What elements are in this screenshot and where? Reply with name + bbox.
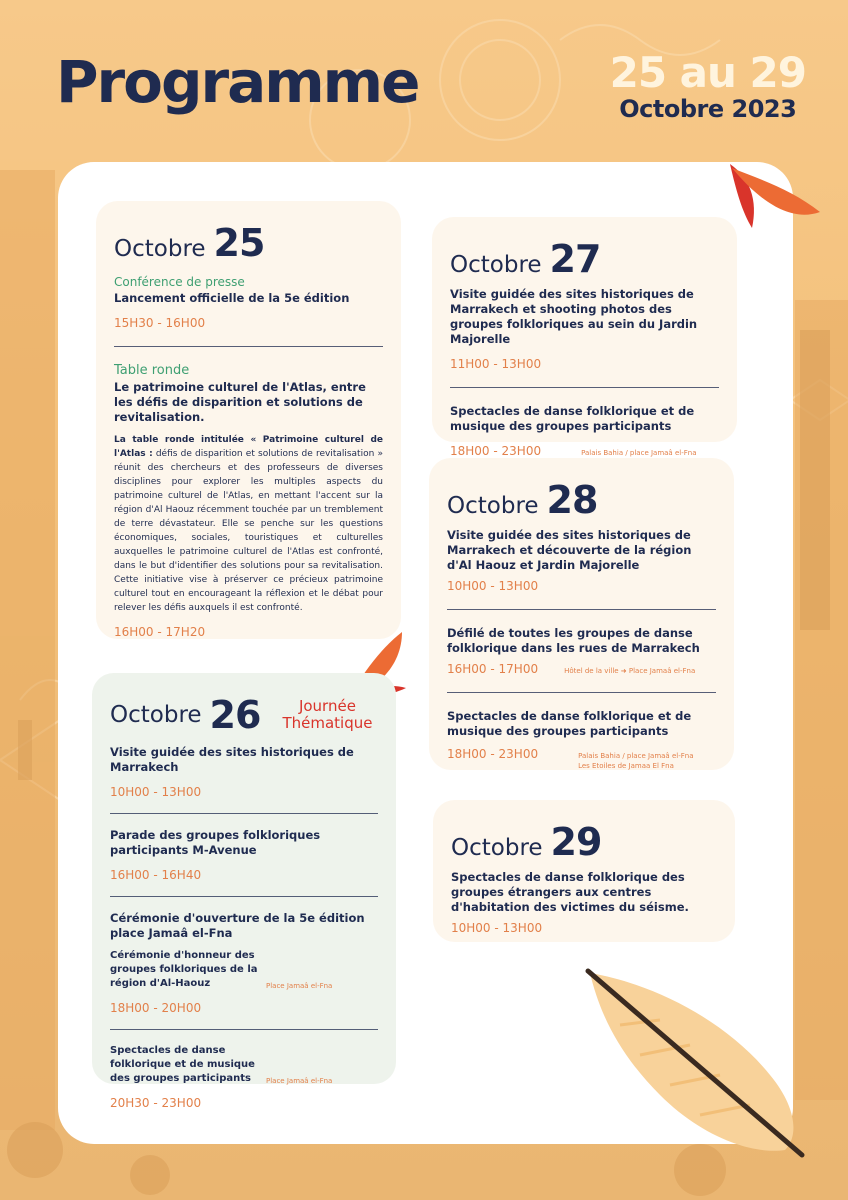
time-venue-row bbox=[450, 434, 719, 458]
day-card-27 bbox=[432, 217, 737, 458]
header-dates bbox=[610, 50, 806, 122]
day-number: 25 bbox=[213, 221, 265, 265]
month-label: Octobre bbox=[451, 835, 543, 861]
time-venue-row bbox=[447, 656, 716, 676]
date-heading bbox=[447, 478, 716, 522]
date-heading bbox=[110, 693, 378, 737]
thematic-day-badge bbox=[282, 698, 372, 732]
month-label: Octobre bbox=[110, 702, 202, 728]
event-time: 16H00 - 17H20 bbox=[114, 625, 206, 639]
event-title: Spectacles de danse folklorique des groupes étrangers aux centres d'habitation des victimes du séisme. bbox=[451, 870, 689, 914]
event-time: 18H00 - 20H00 bbox=[110, 1001, 202, 1015]
thematic-line-2: Thématique bbox=[282, 714, 373, 732]
page-title: Programme bbox=[56, 48, 419, 116]
date-heading bbox=[450, 237, 719, 281]
event-time: 18H00 - 23H00 bbox=[447, 747, 539, 761]
event-time: 15H30 - 16H00 bbox=[114, 316, 206, 330]
event-sub-row bbox=[110, 1044, 378, 1086]
event-title: Visite guidée des sites historiques de Marrakech et shooting photos des groupes folkloriques au sein du Jardin Majorelle bbox=[450, 287, 698, 346]
divider bbox=[110, 896, 378, 897]
day-card-28 bbox=[429, 458, 734, 770]
event-title: Cérémonie d'ouverture de la 5e édition place Jamaâ el-Fna bbox=[110, 911, 365, 940]
event-title: Spectacles de danse folklorique et de musique des groupes participants bbox=[110, 1045, 255, 1084]
event-description-lead: La table ronde intitulée « Patrimoine culturel de l'Atlas : bbox=[114, 435, 383, 459]
event-title: Visite guidée des sites historiques de Marrakech et découverte de la région d'Al Haouz et Jardin Majorelle bbox=[447, 528, 692, 572]
event-time: 10H00 - 13H00 bbox=[110, 785, 202, 799]
event-subtitle: Cérémonie d'honneur des groupes folkloriques de la région d'Al-Haouz bbox=[110, 950, 258, 989]
date-heading bbox=[114, 221, 383, 265]
event-venue: Palais Bahia / place Jamaâ el-Fna bbox=[581, 449, 697, 457]
event-sub-row bbox=[110, 949, 378, 991]
event-time: 10H00 - 13H00 bbox=[447, 579, 539, 593]
event-time: 20H30 - 23H00 bbox=[110, 1096, 202, 1110]
event-time: 16H00 - 16H40 bbox=[110, 868, 202, 882]
divider bbox=[110, 1029, 378, 1030]
event-title: Spectacles de danse folklorique et de musique des groupes participants bbox=[447, 709, 692, 738]
event-time: 18H00 - 23H00 bbox=[450, 444, 542, 458]
event-time: 16H00 - 17H00 bbox=[447, 662, 539, 676]
divider bbox=[447, 609, 716, 610]
event-venue: Les Etoiles de Jamaa El Fna bbox=[578, 762, 674, 770]
divider bbox=[450, 387, 719, 388]
leaf-decoration bbox=[580, 965, 810, 1165]
date-heading bbox=[451, 820, 717, 864]
event-title: Lancement officielle de la 5e édition bbox=[114, 291, 350, 305]
event-venues bbox=[578, 751, 693, 771]
date-range: 25 au 29 bbox=[609, 48, 806, 97]
day-number: 27 bbox=[549, 237, 601, 281]
day-number: 26 bbox=[209, 693, 261, 737]
month-label: Octobre bbox=[447, 493, 539, 519]
event-title: Le patrimoine culturel de l'Atlas, entre les défis de disparition et solutions de revitalisation. bbox=[114, 380, 366, 424]
day-card-29 bbox=[433, 800, 735, 942]
event-title: Défilé de toutes les groupes de danse folklorique dans les rues de Marrakech bbox=[447, 626, 700, 655]
day-number: 29 bbox=[550, 820, 602, 864]
day-card-26 bbox=[92, 673, 396, 1110]
month-label: Octobre bbox=[114, 236, 206, 262]
petal-decoration-top bbox=[722, 160, 826, 232]
event-time: 10H00 - 13H00 bbox=[451, 921, 543, 935]
day-number: 28 bbox=[546, 478, 598, 522]
event-description bbox=[114, 433, 383, 615]
event-venue: Palais Bahia / place Jamaâ el-Fna bbox=[578, 752, 694, 760]
event-category: Table ronde bbox=[114, 363, 190, 378]
month-year: Octobre 2023 bbox=[619, 95, 797, 123]
event-venue: Place Jamaâ el-Fna bbox=[266, 1077, 333, 1085]
month-label: Octobre bbox=[450, 252, 542, 278]
event-title: Spectacles de danse folklorique et de musique des groupes participants bbox=[450, 404, 695, 433]
day-card-25 bbox=[96, 201, 401, 639]
event-category: Conférence de presse bbox=[114, 275, 245, 289]
event-description-body: défis de disparition et solutions de revitalisation » réunit des chercheurs et des professeurs de diverses disciplines pour explorer les multiples aspects du patrimoine culturel de l'Atlas, en mettant l'accent sur la région d'Al Haouz récemment touchée par un tremblement de terre dévastateur. Elle se penche sur les questions économiques, sociales, touristiques et culturelles auxquelles le patrimoine culturel de l'Atlas est confronté, dans le but d'identifier des solutions pour sa revitalisation. Cette initiative vise à préserver ce précieux patrimoine culturel tout en encourageant la réflexion et le débat pour relever les défis auxquels il est confronté. bbox=[114, 449, 383, 613]
thematic-line-1: Journée bbox=[298, 697, 356, 715]
event-title: Visite guidée des sites historiques de Marrakech bbox=[110, 745, 354, 774]
time-venue-row bbox=[447, 739, 716, 771]
divider bbox=[447, 692, 716, 693]
event-title: Parade des groupes folkloriques participants M-Avenue bbox=[110, 828, 321, 857]
event-time: 11H00 - 13H00 bbox=[450, 357, 542, 371]
divider bbox=[110, 813, 378, 814]
event-venue: Hôtel de la ville ➜ Place Jamaâ el-Fna bbox=[564, 667, 696, 675]
event-venue: Place Jamaâ el-Fna bbox=[266, 982, 333, 990]
divider bbox=[114, 346, 383, 347]
